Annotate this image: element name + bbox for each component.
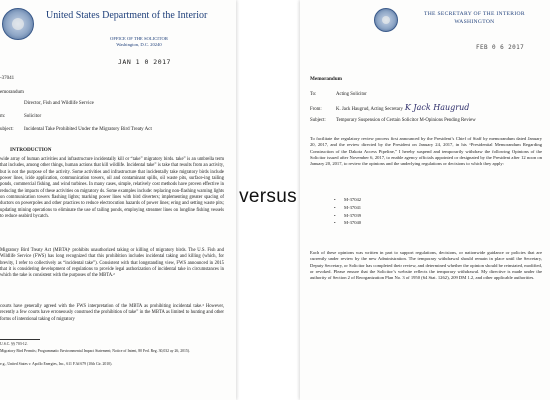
body-paragraph-2: Migratory Bird Treaty Act (MBTA)¹ prohibits unauthorized taking or killing of migratory birds. The U.S. Fish and Wildlife Service (FWS) has long recognized that this prohibition includes incidental taking and killing (which, for brevity, I refer to collectively as “incidental take”). Consistent with that longstanding view, FWS announced in 2015 that it is considering development of regulations to provide legal authorization of incidental take in circumstances in which the take is consistent with the purposes of the MBTA.²: [0, 248, 224, 279]
memo-label: Memorandum: [310, 76, 342, 82]
subject-value: Incidental Take Prohibited Under the Migratory Bird Treaty Act: [24, 127, 152, 132]
subject-row: [310, 118, 476, 123]
from-value: K. Jack Haugrud, Acting Secretary: [336, 107, 403, 112]
letterhead-line-1: THE SECRETARY OF THE INTERIOR: [424, 11, 525, 17]
date-stamp: FEB 0 6 2017: [476, 44, 525, 51]
memo-label: emorandum: [0, 90, 24, 95]
introduction-heading: INTRODUCTION: [10, 147, 52, 153]
to-value: Director, Fish and Wildlife Service: [24, 101, 94, 106]
footnote-2: Migratory Bird Permits; Programmatic Environmental Impact Statement; Notice of Intent, 80 Fed. Reg. 30,032 ay 26, 2015).: [0, 349, 191, 353]
list-item: • M-37039: [334, 212, 361, 220]
secretary-letterhead: [424, 10, 525, 26]
subject-label: ubject:: [0, 127, 14, 132]
body-paragraph-1: To facilitate the regulatory review process first announced by the President’s Chief of Staff by memorandum dated January 20, 2017, and the review directed by the President on January 24, 2017, in his “Presidential Memorandum Regarding Construction of the Dakota Access Pipeline,” I hereby suspend and temporarily withdraw the following Opinions of the Solicitor issued after November 6, 2017, to enable agency officials appointed or designated by the President after 12 noon on January 20, 2017, to review the opinions and the underlying regulations or decisions to which they apply:: [310, 136, 542, 167]
subject-row: [0, 127, 152, 132]
secretary-seal-icon: [374, 8, 398, 32]
office-header: [110, 36, 168, 48]
office-address: Washington, D.C. 20240: [116, 41, 162, 47]
from-row: [0, 114, 41, 119]
opinion-list: [334, 196, 361, 227]
footnote-1: U.S.C. §§ 703-12.: [0, 342, 28, 346]
from-label: From:: [310, 107, 322, 112]
left-memo-page: [0, 0, 236, 400]
subject-value: Temporary Suspension of Certain Solicitor M-Opinions Pending Review: [336, 118, 476, 123]
subject-label: Subject:: [310, 118, 326, 123]
body-paragraph-3: courts have generally agreed with the FWS interpretation of the MBTA as prohibiting incidental take.³ However, recently a few courts have erroneously construed the prohibition of take” in the MBTA as limited to hunting and other forms of intentional taking of migratory: [0, 304, 224, 322]
versus-label: versus: [239, 186, 297, 207]
from-label: m:: [0, 114, 6, 119]
date-stamp: JAN 1 0 2017: [118, 58, 171, 66]
body-paragraph-2: Each of these opinions was written in part to support regulations, decisions, or nationwide guidance or policies that are currently under review by the new Administration. The temporary withdrawal should remain in place until the Secretary, Deputy Secretary, or Solicitor has completed their review, and determined whether the opinion should be reinstated, modified, or revoked. Please ensure that the Solicitor’s website reflects the temporary withdrawal. My directive is made under the authority of Section 2 of Reorganization Plan No. 3 of 1950 (64 Stat. 1262), 209 DM 1.2, and other applicable authorities.: [310, 250, 542, 281]
footnote-3: e.g., United States v. Apollo Energies, Inc., 611 F.3d 679 (10th Cir. 2010).: [0, 362, 113, 366]
memo-number: -37041: [0, 76, 15, 81]
office-name: OFFICE OF THE SOLICITOR: [110, 36, 168, 41]
from-value: Solicitor: [24, 114, 42, 119]
right-memo-page: [300, 0, 550, 400]
to-label: To:: [310, 92, 317, 97]
from-row: [310, 103, 469, 112]
list-item: • M-37040: [334, 219, 361, 227]
letterhead-line-2: WASHINGTON: [454, 19, 495, 26]
department-title: United States Department of the Interior: [46, 10, 208, 21]
handwritten-signature: K Jack Haugrud: [404, 103, 470, 112]
to-value: Acting Solicitor: [336, 92, 367, 97]
to-row: [310, 92, 367, 97]
list-item: • M-37042: [334, 196, 361, 204]
body-paragraph-1: wide array of human activities and infrastructure incidentally kill or “take” migratory birds. take” is an umbrella term that includes, among other things, human actions that kill wildlife. Incidental take” is take that results from an activity, but is not the purpose of the activity. Some activities and infrastructure that incidentally take migratory birds include power lines, icide application, communication towers, oil and contaminant spills, oil waste pits, surface-ing tailing ponds, commercial fishing, and wind turbines. In many cases, simple, relatively cost methods have proven effective in reducing the impacts of these activities on migratory ds. Some examples include: replacing non-flashing warning lights on communication towers flashing lights; marking power lines with bird diverters; implementing greater spacing of ductors on powerpoles and other practices to reduce electrocution hazards of power lines; ering and setting waste pits; updating mining operations to eliminate the use of tailing ponds, employing streamer lines on longline fishing vessels to reduce seabird bycatch.: [0, 157, 224, 220]
list-item: • M-37041: [334, 204, 361, 212]
footnote-divider: [0, 339, 40, 340]
department-seal-icon: [2, 8, 34, 40]
to-row: [0, 101, 94, 106]
